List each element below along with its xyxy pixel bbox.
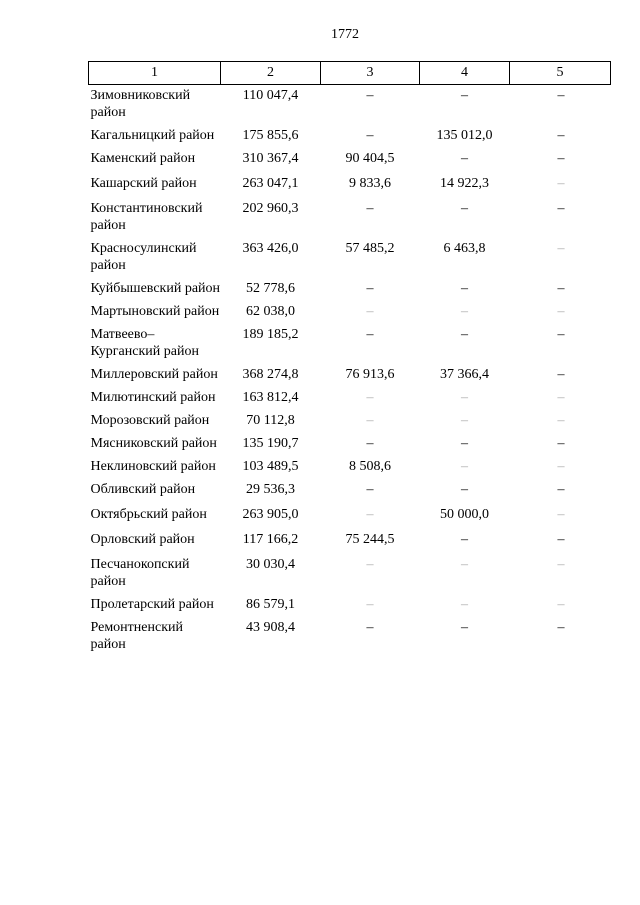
district-name: Зимовниковский район: [90, 88, 191, 120]
column-3-value: –: [366, 201, 374, 216]
district-name: Мартыновский район: [90, 304, 220, 319]
column-header-5: 5: [510, 62, 611, 85]
total-value: 310 367,4: [242, 151, 299, 166]
column-4-value: –: [461, 620, 468, 635]
district-name: Матвеево–Курганский район: [90, 327, 199, 359]
total-value: 363 426,0: [242, 241, 299, 256]
column-4-value: –: [461, 151, 468, 166]
column-3-value: –: [366, 436, 374, 451]
district-name: Орловский район: [90, 532, 195, 547]
column-header-3: 3: [321, 62, 420, 85]
column-5-value: –: [557, 281, 565, 296]
column-3-value: 8 508,6: [349, 459, 391, 474]
column-3-value: –: [366, 507, 374, 522]
column-3-value: –: [366, 88, 374, 103]
column-5-value: –: [557, 532, 565, 547]
district-name: Красносулинский район: [90, 241, 197, 273]
total-value: 86 579,1: [246, 597, 295, 612]
column-4-value: –: [461, 390, 468, 405]
column-5-value: –: [557, 413, 565, 428]
table-header: [89, 62, 611, 85]
total-value: 368 274,8: [242, 367, 299, 382]
column-4-value: –: [461, 557, 468, 572]
column-4-value: –: [461, 281, 468, 296]
table-row: [89, 504, 611, 529]
column-4-value: –: [461, 327, 468, 342]
district-name: Обливский район: [90, 482, 196, 497]
total-value: 189 185,2: [242, 327, 299, 342]
district-name: Милютинский район: [90, 390, 216, 405]
total-value: 52 778,6: [246, 281, 295, 296]
total-value: 70 112,8: [246, 413, 295, 428]
column-4-value: –: [461, 304, 468, 319]
total-value: 202 960,3: [242, 201, 299, 216]
table-row: [89, 617, 611, 657]
district-name: Пролетарский район: [90, 597, 214, 612]
table-row: [89, 433, 611, 456]
total-value: 263 047,1: [242, 176, 299, 191]
table-row: [89, 278, 611, 301]
total-value: 30 030,4: [246, 557, 295, 572]
column-3-value: 75 244,5: [345, 532, 395, 547]
column-5-value: –: [557, 176, 565, 191]
column-header-4: 4: [420, 62, 510, 85]
column-3-value: –: [366, 327, 374, 342]
column-4-value: –: [461, 482, 468, 497]
column-3-value: –: [366, 304, 374, 319]
column-5-value: –: [557, 88, 565, 103]
column-3-value: 9 833,6: [349, 176, 391, 191]
table-row: [89, 173, 611, 198]
column-5-value: –: [557, 390, 565, 405]
column-4-value: 6 463,8: [443, 241, 486, 256]
district-name: Кагальницкий район: [90, 128, 215, 143]
column-3-value: –: [366, 390, 374, 405]
table-row: [89, 594, 611, 617]
table-row: [89, 529, 611, 554]
total-value: 135 190,7: [242, 436, 299, 451]
budget-table: [88, 61, 611, 657]
table-row: [89, 198, 611, 238]
total-value: 43 908,4: [246, 620, 295, 635]
district-name: Миллеровский район: [90, 367, 218, 382]
column-5-value: –: [557, 459, 565, 474]
column-3-value: 76 913,6: [345, 367, 395, 382]
column-3-value: –: [366, 128, 374, 143]
column-5-value: –: [557, 557, 565, 572]
column-header-1: 1: [89, 62, 221, 85]
column-4-value: –: [461, 597, 468, 612]
district-name: Ремонтненский район: [90, 620, 183, 652]
total-value: 263 905,0: [242, 507, 299, 522]
column-header-2: 2: [221, 62, 321, 85]
column-4-value: 50 000,0: [440, 507, 489, 522]
column-4-value: –: [461, 201, 468, 216]
column-3-value: –: [366, 557, 374, 572]
column-4-value: 14 922,3: [440, 176, 489, 191]
column-4-value: 135 012,0: [436, 128, 493, 143]
district-name: Мясниковский район: [90, 436, 217, 451]
table-row: [89, 148, 611, 173]
column-5-value: –: [557, 507, 565, 522]
table-row: [89, 554, 611, 594]
column-3-value: –: [366, 413, 374, 428]
table-body: [89, 85, 611, 658]
total-value: 110 047,4: [242, 88, 299, 103]
table-row: [89, 456, 611, 479]
page-number: 1772: [331, 27, 359, 42]
column-4-value: –: [461, 88, 468, 103]
column-5-value: –: [557, 367, 565, 382]
column-5-value: –: [557, 128, 565, 143]
column-5-value: –: [557, 436, 565, 451]
table-row: [89, 85, 611, 126]
district-name: Морозовский район: [90, 413, 210, 428]
column-3-value: –: [366, 620, 374, 635]
total-value: 163 812,4: [242, 390, 299, 405]
total-value: 29 536,3: [246, 482, 295, 497]
column-3-value: –: [366, 482, 374, 497]
district-name: Куйбышевский район: [90, 281, 221, 296]
column-4-value: 37 366,4: [440, 367, 489, 382]
table-row: [89, 301, 611, 324]
column-5-value: –: [557, 151, 565, 166]
total-value: 62 038,0: [246, 304, 295, 319]
table-row: [89, 364, 611, 387]
column-5-value: –: [557, 597, 565, 612]
table-row: [89, 479, 611, 504]
column-4-value: –: [461, 459, 468, 474]
header-row: [89, 62, 611, 85]
column-5-value: –: [557, 620, 565, 635]
column-4-value: –: [461, 532, 468, 547]
total-value: 103 489,5: [242, 459, 299, 474]
column-3-value: –: [366, 281, 374, 296]
table-row: [89, 238, 611, 278]
column-5-value: –: [557, 201, 565, 216]
district-name: Каменский район: [90, 151, 196, 166]
district-name: Константиновский район: [90, 201, 203, 233]
district-name: Октябрьский район: [90, 507, 207, 522]
column-3-value: 57 485,2: [345, 241, 395, 256]
column-5-value: –: [557, 482, 565, 497]
column-3-value: –: [366, 597, 374, 612]
table-row: [89, 410, 611, 433]
total-value: 175 855,6: [242, 128, 299, 143]
column-5-value: –: [557, 327, 565, 342]
district-name: Песчанокопский район: [90, 557, 190, 589]
column-4-value: –: [461, 413, 468, 428]
column-5-value: –: [557, 304, 565, 319]
total-value: 117 166,2: [242, 532, 299, 547]
column-3-value: 90 404,5: [345, 151, 395, 166]
district-name: Кашарский район: [90, 176, 197, 191]
table-row: [89, 324, 611, 364]
district-name: Неклиновский район: [90, 459, 216, 474]
column-4-value: –: [461, 436, 468, 451]
table-row: [89, 387, 611, 410]
table-row: [89, 125, 611, 148]
column-5-value: –: [557, 241, 565, 256]
